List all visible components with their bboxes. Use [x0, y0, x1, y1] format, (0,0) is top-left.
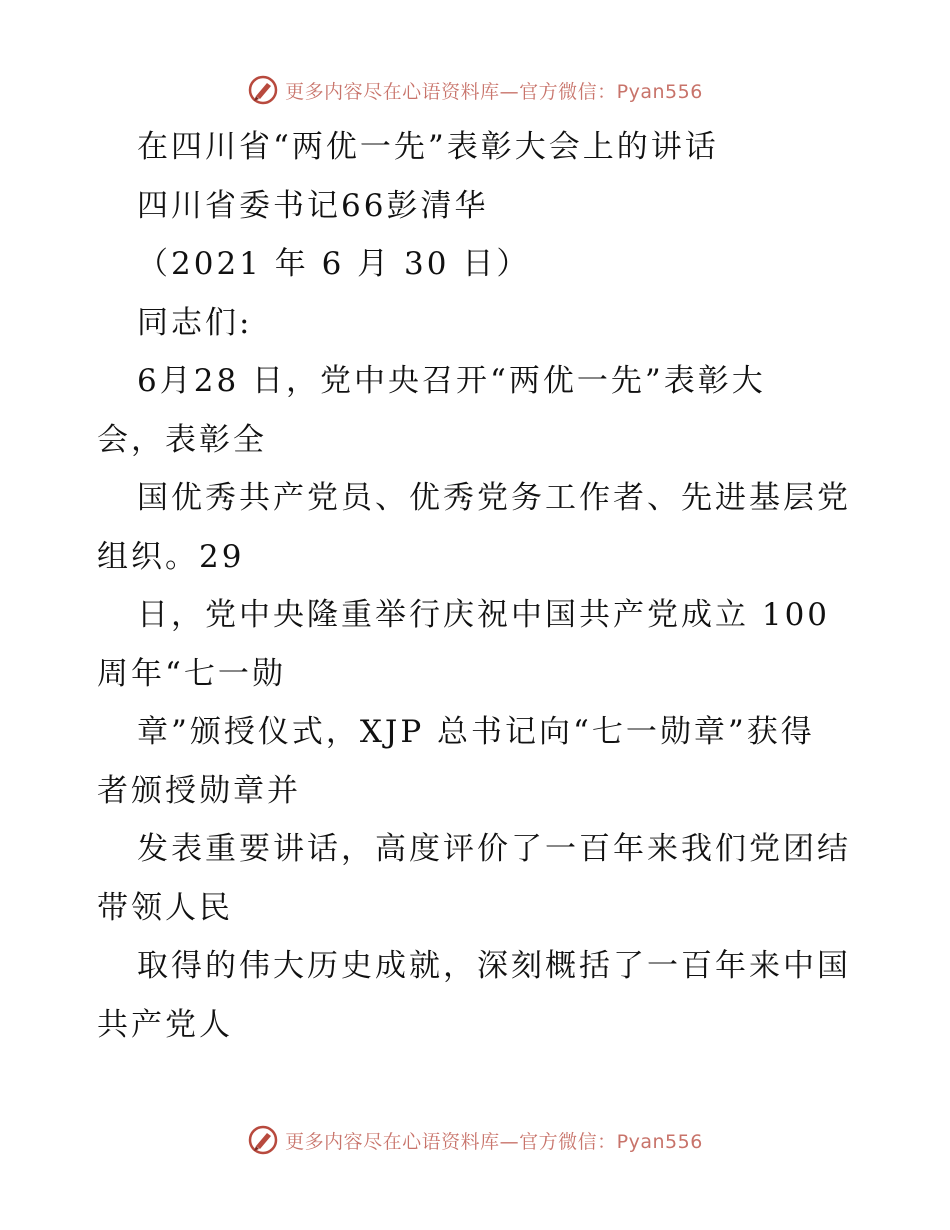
watermark-text: 更多内容尽在心语资料库—官方微信：Pyan556 — [285, 80, 703, 103]
text-line: （2021 年 6 月 30 日） — [137, 246, 531, 282]
header-watermark — [0, 70, 950, 110]
pen-logo-icon — [247, 1124, 279, 1156]
text-line: 者颁授勋章并 — [97, 772, 301, 809]
text-line: 共产党人 — [97, 1006, 233, 1043]
text-line: 组织。29 — [97, 538, 245, 575]
text-line: 日，党中央隆重举行庆祝中国共产党成立 100 — [137, 597, 831, 633]
document-body — [97, 118, 857, 1054]
text-line: 会，表彰全 — [97, 421, 267, 458]
footer-watermark — [0, 1120, 950, 1160]
text-line: 发表重要讲话，高度评价了一百年来我们党团结 — [137, 831, 851, 867]
text-line: 取得的伟大历史成就，深刻概括了一百年来中国 — [137, 948, 851, 984]
text-line: 国优秀共产党员、优秀党务工作者、先进基层党 — [137, 480, 851, 516]
text-line: 6月28 日，党中央召开“两优一先”表彰大 — [137, 363, 766, 399]
text-line: 四川省委书记66彭清华 — [137, 187, 489, 224]
watermark-text: 更多内容尽在心语资料库—官方微信：Pyan556 — [285, 1130, 703, 1153]
pen-logo-icon — [247, 74, 279, 106]
text-line: 同志们: — [137, 304, 253, 341]
text-line: 在四川省“两优一先”表彰大会上的讲话 — [137, 129, 719, 165]
text-line: 周年“七一勋 — [97, 655, 286, 692]
text-line: 章”颁授仪式，XJP 总书记向“七一勋章”获得 — [137, 714, 815, 750]
text-line: 带领人民 — [97, 889, 233, 926]
